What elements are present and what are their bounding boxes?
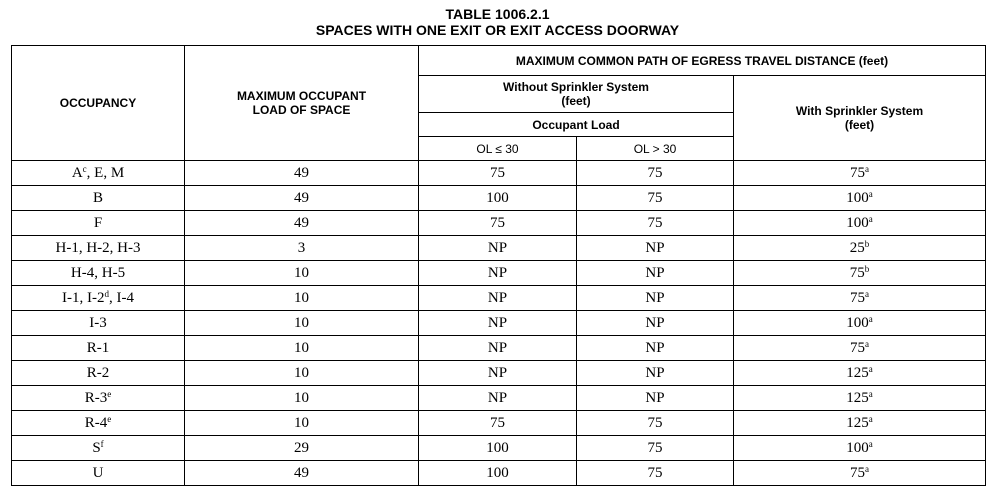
sprinkler-footnote-mark: a	[868, 438, 873, 449]
sprinkler-value: 75	[850, 289, 865, 306]
sprinkler-value: 125	[846, 414, 869, 431]
table-row	[12, 286, 986, 311]
header-occupant-load	[419, 113, 734, 137]
ol-le-30-cell: NP	[419, 286, 577, 311]
ol-gt-30-cell: NP	[577, 236, 734, 261]
header-occupant-load-label: Occupant Load	[532, 117, 620, 132]
sprinkler-cell	[734, 161, 986, 186]
sprinkler-value: 75	[850, 464, 865, 481]
max-load-cell: 49	[185, 461, 419, 486]
sprinkler-value: 75	[849, 264, 865, 281]
table-row	[12, 311, 986, 336]
occupancy-cell	[12, 186, 185, 211]
ol-le-30-cell: NP	[419, 311, 577, 336]
occupancy-value: B	[92, 189, 103, 206]
table-row	[12, 336, 986, 361]
sprinkler-value: 100	[846, 189, 869, 206]
sprinkler-footnote-mark: a	[868, 313, 873, 324]
occupancy-footnote-mark: e	[107, 388, 112, 399]
max-load-cell: 49	[185, 186, 419, 211]
sprinkler-value: 100	[846, 314, 869, 331]
ol-le-30-cell: 75	[419, 411, 577, 436]
header-common-path	[419, 46, 986, 76]
sprinkler-cell	[734, 236, 986, 261]
sprinkler-value: 75	[850, 164, 865, 181]
sprinkler-cell	[734, 311, 986, 336]
ol-gt-30-cell: 75	[577, 411, 734, 436]
sprinkler-cell	[734, 186, 986, 211]
table-body	[12, 161, 986, 486]
header-without-sprinkler	[419, 76, 734, 113]
ol-gt-30-cell: NP	[577, 311, 734, 336]
occupancy-value: H-1, H-2, H-3	[55, 239, 141, 256]
ol-gt-30-cell: NP	[577, 386, 734, 411]
occupancy-footnote-mark: f	[100, 438, 104, 449]
sprinkler-footnote-mark: a	[865, 338, 869, 349]
sprinkler-footnote-mark: a	[868, 388, 873, 399]
occupancy-value: R-4	[84, 414, 108, 431]
header-without-line1: Without Sprinkler System	[503, 80, 649, 94]
header-without-line2: (feet)	[561, 94, 591, 108]
header-max-occupant-load	[185, 46, 419, 161]
ol-le-30-cell: 100	[419, 436, 577, 461]
table-row	[12, 461, 986, 486]
sprinkler-footnote-mark: b	[864, 238, 870, 249]
occupancy-cell	[12, 261, 185, 286]
sprinkler-cell	[734, 336, 986, 361]
sprinkler-cell	[734, 211, 986, 236]
occupancy-cell	[12, 311, 185, 336]
sprinkler-cell	[734, 361, 986, 386]
sprinkler-cell	[734, 411, 986, 436]
sprinkler-value: 25	[849, 239, 865, 256]
table-row	[12, 161, 986, 186]
ol-le-30-cell: NP	[419, 336, 577, 361]
ol-le-30-cell: NP	[419, 261, 577, 286]
occupancy-cell	[12, 211, 185, 236]
occupancy-value: R-1	[86, 339, 110, 356]
ol-le-30-cell: 100	[419, 461, 577, 486]
table-row	[12, 236, 986, 261]
table-number: TABLE 1006.2.1	[445, 6, 550, 22]
occupancy-cell	[12, 386, 185, 411]
sprinkler-cell	[734, 261, 986, 286]
sprinkler-footnote-mark: a	[865, 163, 869, 174]
header-with-sprinkler	[734, 76, 986, 161]
sprinkler-value: 125	[846, 364, 869, 381]
table-row	[12, 186, 986, 211]
header-ol-gt-30-label: OL > 30	[633, 141, 677, 156]
egress-table	[11, 45, 986, 486]
sprinkler-cell	[734, 461, 986, 486]
ol-gt-30-cell: NP	[577, 286, 734, 311]
table-row	[12, 386, 986, 411]
header-common-path-label: MAXIMUM COMMON PATH OF EGRESS TRAVEL DISTANCE (feet)	[515, 53, 889, 68]
max-load-cell: 29	[185, 436, 419, 461]
ol-gt-30-cell: NP	[577, 336, 734, 361]
sprinkler-cell	[734, 286, 986, 311]
occupancy-cell	[12, 461, 185, 486]
max-load-cell: 10	[185, 386, 419, 411]
ol-gt-30-cell: NP	[577, 261, 734, 286]
occupancy-cell	[12, 411, 185, 436]
table-title: SPACES WITH ONE EXIT OR EXIT ACCESS DOORWAY	[315, 22, 680, 38]
ol-le-30-cell: NP	[419, 236, 577, 261]
occupancy-cell	[12, 286, 185, 311]
ol-le-30-cell: 75	[419, 211, 577, 236]
table-row	[12, 361, 986, 386]
ol-gt-30-cell: 75	[577, 211, 734, 236]
occupancy-value: R-2	[86, 364, 110, 381]
ol-le-30-cell: 75	[419, 161, 577, 186]
occupancy-cell	[12, 336, 185, 361]
ol-le-30-cell: NP	[419, 386, 577, 411]
max-load-cell: 10	[185, 261, 419, 286]
occupancy-cell	[12, 436, 185, 461]
table-row	[12, 211, 986, 236]
max-load-cell: 10	[185, 311, 419, 336]
occupancy-value: F	[93, 214, 103, 231]
header-ol-le-30-label: OL ≤ 30	[476, 141, 519, 156]
sprinkler-footnote-mark: a	[868, 413, 873, 424]
occupancy-footnote-mark: c	[82, 163, 87, 174]
ol-le-30-cell: NP	[419, 361, 577, 386]
occupancy-value: H-4, H-5	[70, 264, 126, 281]
header-with-line1: With Sprinkler System	[795, 104, 924, 118]
header-ol-le-30	[419, 137, 577, 161]
occupancy-value: I-3	[89, 314, 107, 331]
sprinkler-cell	[734, 436, 986, 461]
max-load-cell: 10	[185, 286, 419, 311]
header-occupancy	[12, 46, 185, 161]
max-load-cell: 10	[185, 411, 419, 436]
occupancy-value: U	[92, 464, 104, 481]
ol-gt-30-cell: 75	[577, 461, 734, 486]
max-load-cell: 10	[185, 336, 419, 361]
max-load-cell: 49	[185, 161, 419, 186]
occupancy-value-rest: , E, M	[86, 164, 125, 181]
occupancy-value: R-3	[84, 389, 108, 406]
ol-gt-30-cell: NP	[577, 361, 734, 386]
occupancy-value-rest: , I-4	[108, 289, 134, 306]
table-row	[12, 411, 986, 436]
sprinkler-footnote-mark: a	[868, 363, 873, 374]
sprinkler-footnote-mark: b	[864, 263, 870, 274]
sprinkler-value: 100	[846, 214, 869, 231]
table-row	[12, 261, 986, 286]
occupancy-value: I-1, I-2	[62, 289, 105, 306]
sprinkler-footnote-mark: a	[868, 213, 873, 224]
header-ol-gt-30	[577, 137, 734, 161]
occupancy-footnote-mark: e	[107, 413, 112, 424]
header-max-load-line1: MAXIMUM OCCUPANT	[236, 89, 367, 103]
occupancy-cell	[12, 361, 185, 386]
header-max-load-line2: LOAD OF SPACE	[252, 103, 351, 117]
occupancy-cell	[12, 236, 185, 261]
max-load-cell: 3	[185, 236, 419, 261]
max-load-cell: 10	[185, 361, 419, 386]
header-with-line2: (feet)	[844, 118, 875, 132]
occupancy-cell	[12, 161, 185, 186]
occupancy-footnote-mark: d	[104, 288, 109, 299]
sprinkler-footnote-mark: a	[865, 288, 869, 299]
sprinkler-cell	[734, 386, 986, 411]
ol-gt-30-cell: 75	[577, 436, 734, 461]
occupancy-value: S	[92, 439, 101, 456]
ol-le-30-cell: 100	[419, 186, 577, 211]
sprinkler-footnote-mark: a	[868, 188, 873, 199]
sprinkler-value: 100	[846, 439, 869, 456]
ol-gt-30-cell: 75	[577, 161, 734, 186]
max-load-cell: 49	[185, 211, 419, 236]
table-row	[12, 436, 986, 461]
sprinkler-footnote-mark: a	[865, 463, 869, 474]
sprinkler-value: 125	[846, 389, 869, 406]
occupancy-value: A	[71, 164, 83, 181]
sprinkler-value: 75	[850, 339, 865, 356]
ol-gt-30-cell: 75	[577, 186, 734, 211]
header-occupancy-label: OCCUPANCY	[59, 96, 137, 110]
